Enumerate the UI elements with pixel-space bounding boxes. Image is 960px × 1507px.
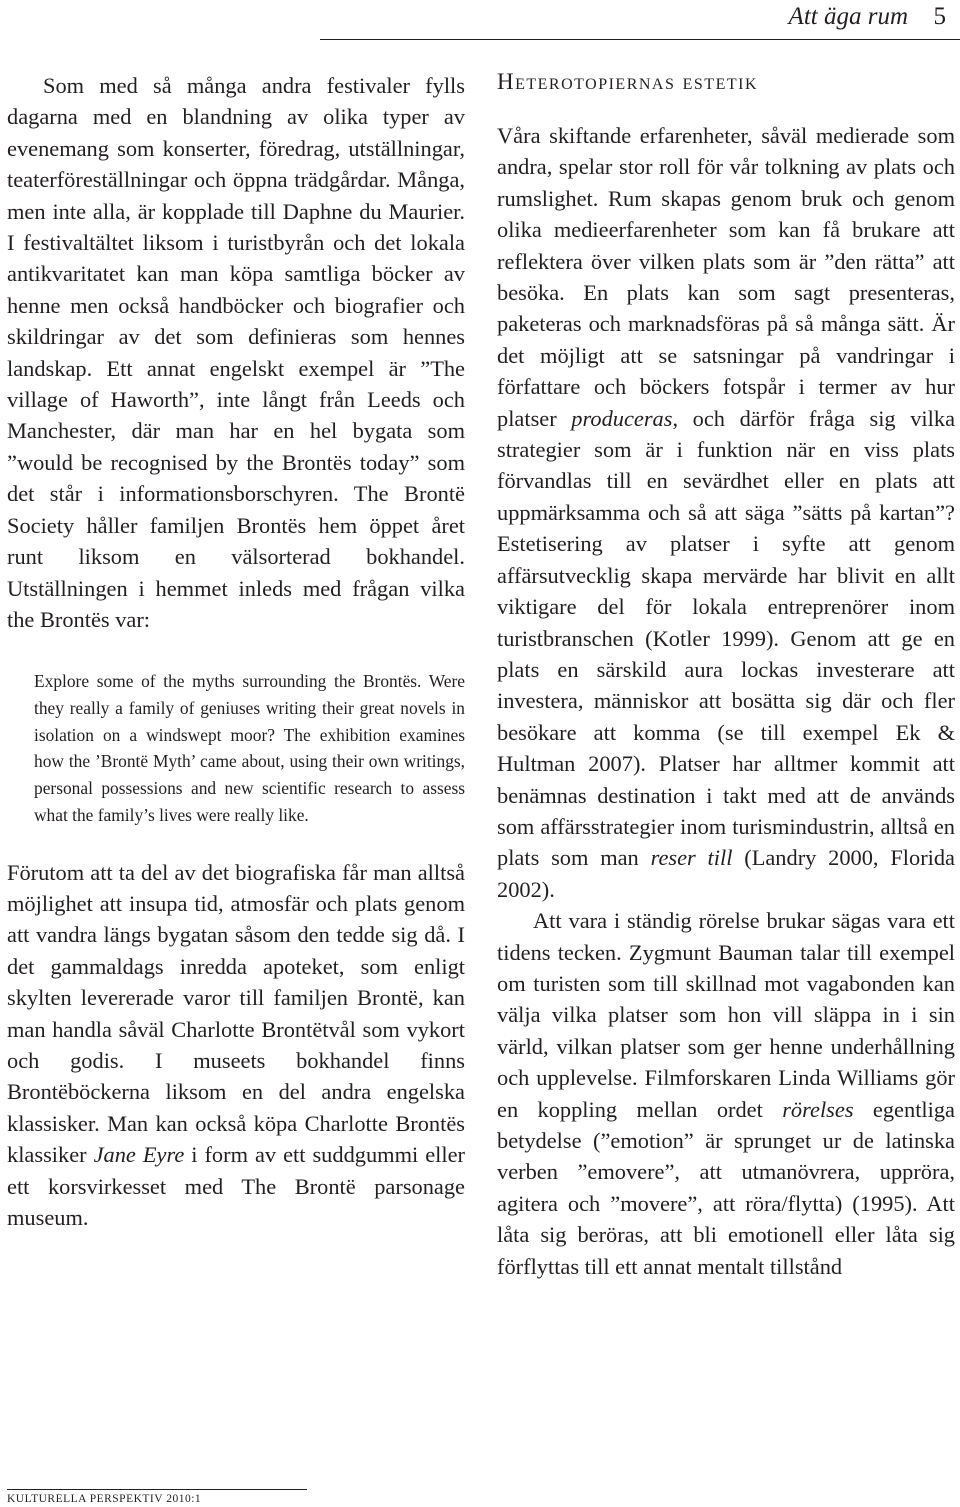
italic-term: produceras: [571, 405, 673, 431]
left-column: [7, 70, 465, 1233]
journal-name: KULTURELLA PERSPEKTIV 2010:1: [7, 1493, 202, 1505]
right-column: [497, 70, 955, 1282]
book-title: Jane Eyre: [93, 1142, 185, 1168]
paragraph-aesthetics: [497, 120, 955, 905]
paragraph-festivals: Som med så många andra festivaler fylls dagarna med en blandning av olika typer av evenemang som konserter, föredrag, utställningar, teaterföreställningar och öppna trädgårdar. Många, men inte alla, är kopplade till Daphne du Maurier. I festivaltältet liksom i turistbyrån och det lokala antikvaritatet kan man köpa samtliga böcker av henne men också handböcker och biografier och skildringar av det som definieras som hennes landskap. Ett annat engelskt exempel är ”The village of Haworth”, inte långt från Leeds och Manchester, där man har en hel bygata som ”would be recognised by the Brontës today” som det står i informationsborschyren. The Brontë Society håller familjen Brontës hem öppet året runt liksom en välsorterad bokhandel. Utställningen i hemmet inleds med frågan vilka the Brontës var:: [7, 73, 465, 632]
text-run: Att vara i ständig rörelse brukar sägas vara ett tidens tecken. Zygmunt Bauman talar till exempel om turisten som till skillnad mot vagabonden kan välja vilka platser som hon vill släppa in i sin värld, vilkan platser som ger henne underhållning och upplevelse. Filmforskaren Linda Williams gör en koppling mellan ordet: [497, 908, 955, 1122]
block-quote: Explore some of the myths surrounding the Brontës. Were they really a family of geniuses writing their great novels in isolation on a windswept moor? The exhibition examines how the ’Brontë Myth’ came about, using their own writings, personal possessions and new scientific research to assess what the family’s lives were really like.: [34, 671, 465, 825]
italic-term: rörelses: [782, 1096, 854, 1122]
text-run: , och därför fråga sig vilka strategier som är i funktion när en viss plats förvandlas till en sevärdhet eller en plats att uppmärksamma och så att säga ”sätts på kartan”? Estetisering av platser i syfte att genom affärsutvecklig skapa mervärde har blivit en allt viktigare del för lokala entreprenörer inom turistbranschen (Kotler 1999). Genom att ge en plats en särskild aura lockas investerare att investera, människor att bosätta sig där och fler besökare att komma (se till exempel Ek & Hultman 2007). Platser har alltmer kommit att benämnas destination i takt med att de används som affärsstrategier inom turismindustrin, alltså en plats som man: [497, 405, 956, 871]
page-number: 5: [933, 3, 946, 30]
paragraph-movement: [497, 905, 955, 1282]
text-run: Våra skiftande erfarenheter, såväl medierade som andra, spelar stor roll för vår tolkning av plats och rumslighet. Rum skapas genom bruk och genom olika medieerfarenheter som kan få brukare att reflektera över vilken plats som är ”den rätta” att besöka. En plats kan som sagt presenteras, paketeras och marknadsföras på så många sätt. Är det möjligt att se satsningar på vandringar i författare och böckers fotspår i termer av hur platser: [497, 123, 955, 431]
section-heading: Heterotopiernas estetik: [497, 69, 759, 94]
paragraph-bronte: [7, 857, 465, 1234]
text-run: (Landry 2000, Florida 2002).: [497, 845, 955, 902]
running-title: Att äga rum: [788, 3, 908, 30]
italic-term: reser till: [650, 845, 733, 871]
text-run: Förutom att ta del av det biografiska får man alltså möjlighet att insupa tid, atmosfär och plats genom att vandra längs bygatan såsom den tedde sig då. I det gammaldags inredda apoteket, som enligt skylten levererade varor till familjen Brontë, kan man handla såväl Charlotte Brontëtvål som vykort och godis. I museets bokhandel finns Brontëböckerna liksom en del andra engelska klassisker. Man kan också köpa Charlotte Brontës klassiker: [7, 859, 465, 1168]
header-rule: [320, 39, 960, 40]
footer-rule: [7, 1489, 307, 1490]
text-run: i form av ett suddgummi eller ett korsvirkesset med The Brontë parsonage museum.: [7, 1142, 465, 1230]
text-run: egentliga betydelse (”emotion” är sprunget ur de latinska verben ”emovere”, att utmanövrera, uppröra, agitera och ”movere”, att röra/flytta) (1995). Att låta sig beröras, att bli emotionell eller låta sig förflyttas till ett annat mentalt tillstånd: [497, 1096, 955, 1279]
